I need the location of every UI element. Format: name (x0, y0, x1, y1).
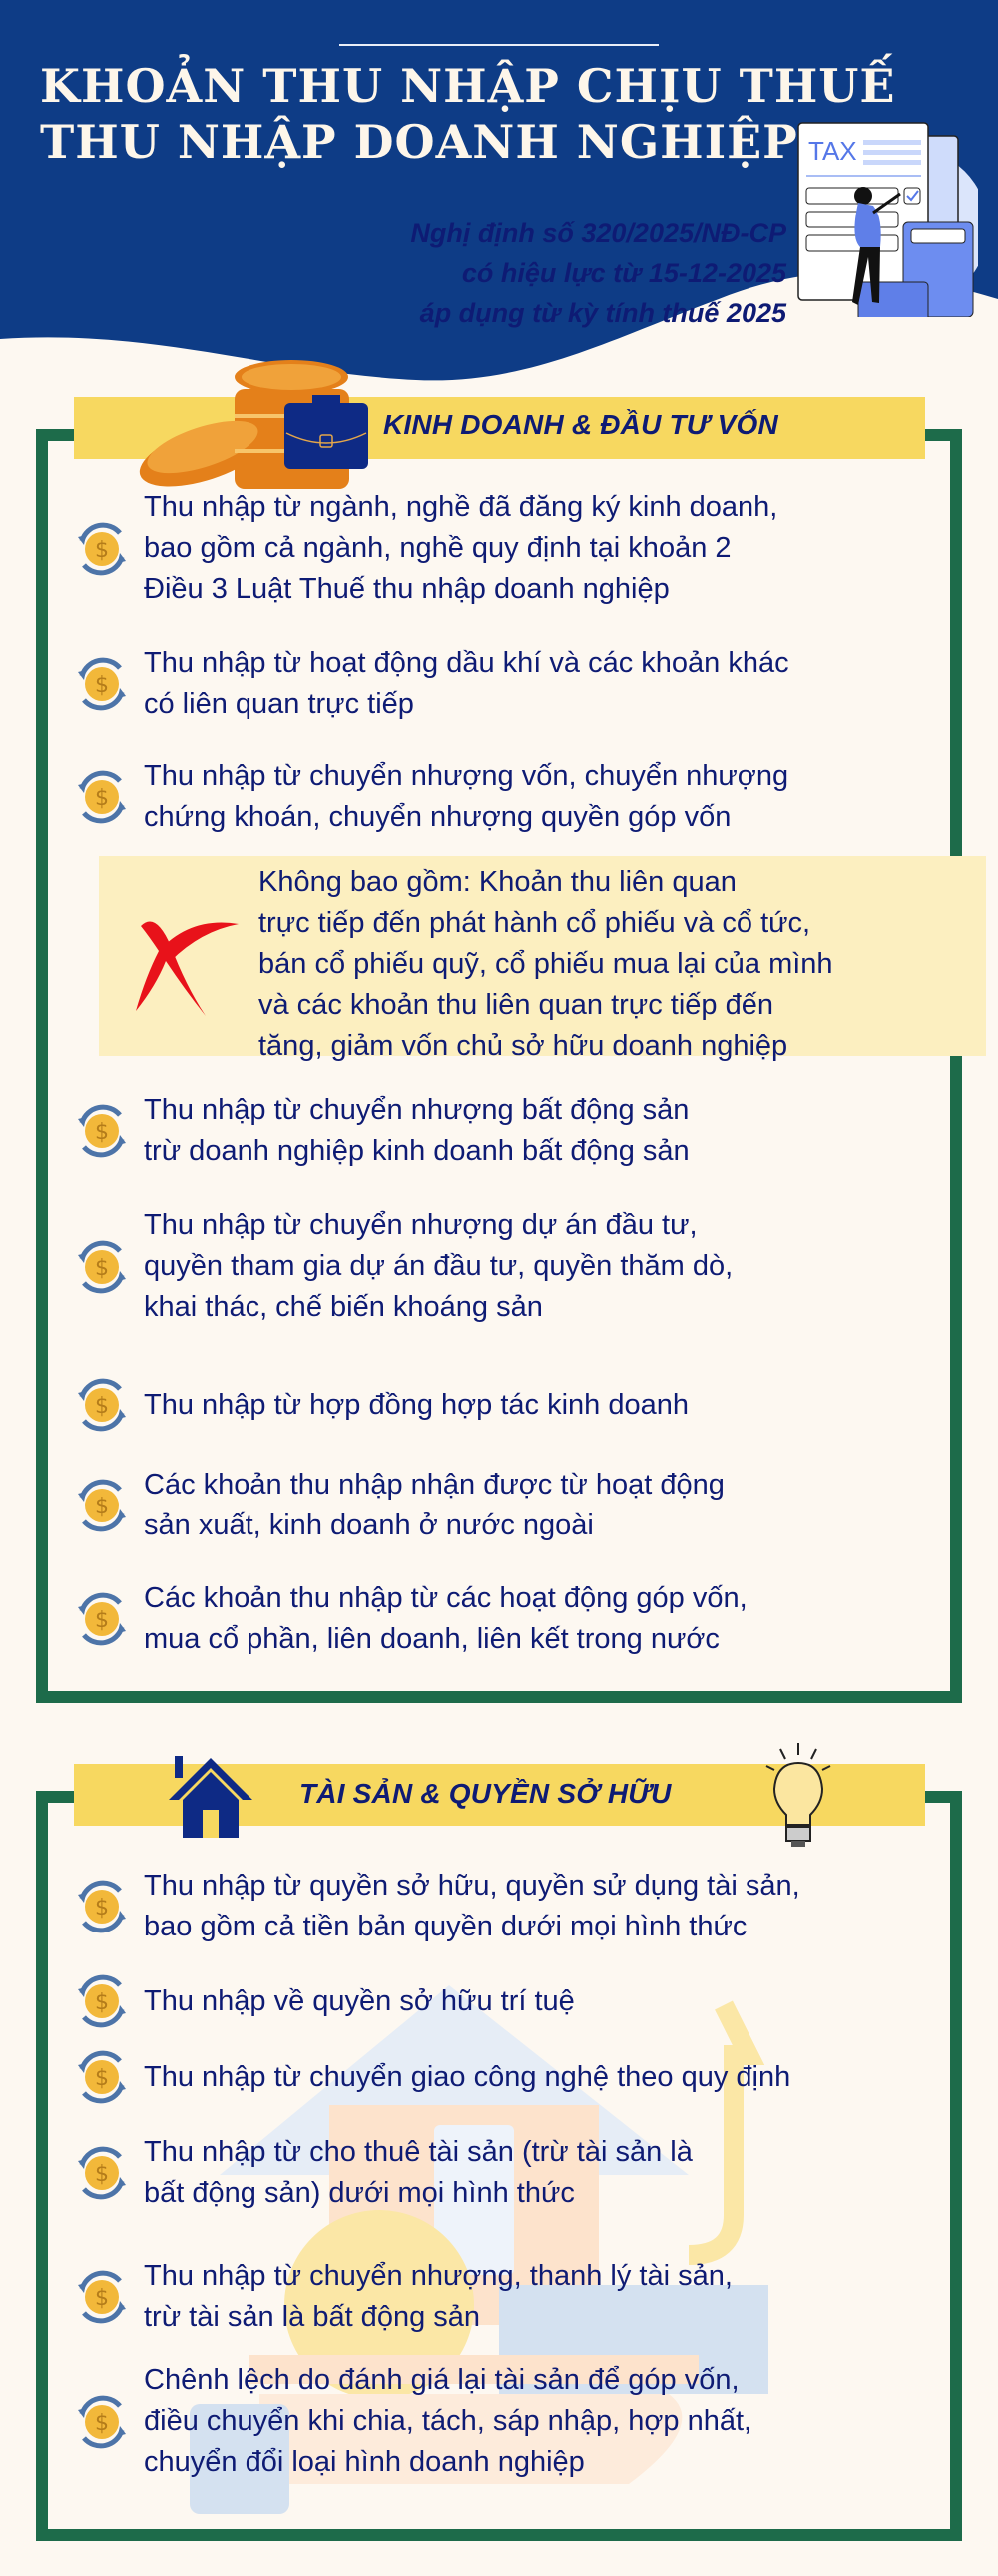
list-item: $ Thu nhập từ chuyển nhượng dự án đầu tư, quyền tham gia dự án đầu tư, quyền thăm dò, khai thác, chế biến khoáng sản (72, 1205, 950, 1328)
tax-form-illustration-icon (788, 118, 978, 317)
svg-text:$: $ (95, 1990, 109, 2015)
list-item: $ Thu nhập về quyền sở hữu trí tuệ (72, 1971, 950, 2031)
svg-text:$: $ (95, 537, 109, 563)
coin-exchange-icon (72, 2392, 132, 2452)
decree-number: Nghị định số 320/2025/NĐ-CP (410, 218, 786, 248)
coin-exchange-icon (72, 1101, 132, 1161)
coin-exchange-icon (72, 2143, 132, 2203)
svg-text:$: $ (95, 673, 109, 698)
header-divider (339, 44, 659, 46)
svg-text:$: $ (95, 2410, 109, 2436)
coin-exchange-icon (72, 1877, 132, 1936)
svg-text:$: $ (95, 786, 109, 811)
list-item: $ Thu nhập từ hoạt động dầu khí và các khoản khác có liên quan trực tiếp (72, 644, 950, 725)
svg-text:$: $ (95, 1896, 109, 1921)
list-item: $ Thu nhập từ chuyển nhượng, thanh lý tài sản, trừ tài sản là bất động sản (72, 2256, 950, 2338)
list-item: $ Thu nhập từ hợp đồng hợp tác kinh doanh (72, 1375, 950, 1435)
coin-exchange-icon (72, 1971, 132, 2031)
svg-text:$: $ (95, 1255, 109, 1281)
effective-date: có hiệu lực từ 15-12-2025 (461, 258, 786, 288)
exclusion-note: Không bao gồm: Khoản thu liên quan trực tiếp đến phát hành cổ phiếu và cổ tức, bán cổ phiếu quỹ, cổ phiếu mua lại của mình và các khoản thu liên quan trực tiếp đến tăng, giảm vốn chủ sở hữu doanh nghiệp (99, 856, 986, 1056)
svg-text:$: $ (95, 2286, 109, 2311)
svg-text:$: $ (95, 2162, 109, 2187)
svg-text:$: $ (95, 1495, 109, 1519)
applicable-period: áp dụng từ kỳ tính thuế 2025 (419, 298, 786, 328)
coin-exchange-icon (72, 519, 132, 579)
svg-text:$: $ (95, 1120, 109, 1145)
page-title-line2: THU NHẬP DOANH NGHIỆP (40, 115, 798, 169)
list-item: $ Các khoản thu nhập nhận được từ hoạt động sản xuất, kinh doanh ở nước ngoài (72, 1465, 950, 1546)
list-item: $ Thu nhập từ quyền sở hữu, quyền sử dụng tài sản, bao gồm cả tiền bản quyền dưới mọi hình thức (72, 1866, 950, 1947)
house-icon (165, 1748, 256, 1838)
svg-text:TAX: TAX (808, 136, 857, 166)
list-item: $ Thu nhập từ chuyển nhượng bất động sản trừ doanh nghiệp kinh doanh bất động sản (72, 1090, 950, 1172)
lightbulb-icon (758, 1741, 838, 1856)
svg-text:$: $ (95, 1394, 109, 1419)
coin-exchange-icon (72, 2047, 132, 2107)
coin-exchange-icon (72, 654, 132, 714)
list-item: $ Thu nhập từ chuyển giao công nghệ theo quy định (72, 2047, 950, 2107)
briefcase-icon (282, 395, 370, 469)
section-title-business: KINH DOANH & ĐẦU TƯ VỐN (383, 409, 778, 440)
list-item: $ Chênh lệch do đánh giá lại tài sản để góp vốn, điều chuyển khi chia, tách, sáp nhập, hợp nhất, chuyển đổi loại hình doanh nghiệp (72, 2361, 950, 2483)
svg-text:$: $ (95, 2066, 109, 2091)
list-item: $ Thu nhập từ ngành, nghề đã đăng ký kinh doanh, bao gồm cả ngành, nghề quy định tại khoản 2 Điều 3 Luật Thuế thu nhập doanh nghiệp (72, 487, 950, 610)
coin-exchange-icon (72, 767, 132, 827)
coin-exchange-icon (72, 1476, 132, 1535)
svg-text:$: $ (95, 1608, 109, 1633)
coin-exchange-icon (72, 1237, 132, 1297)
list-item: $ Thu nhập từ cho thuê tài sản (trừ tài sản là bất động sản) dưới mọi hình thức (72, 2132, 950, 2214)
coin-exchange-icon (72, 1589, 132, 1649)
coin-exchange-icon (72, 1375, 132, 1435)
red-x-icon (131, 906, 241, 1026)
coin-exchange-icon (72, 2267, 132, 2327)
page-title-line1: KHOẢN THU NHẬP CHỊU THUẾ (40, 59, 896, 113)
list-item: $ Thu nhập từ chuyển nhượng vốn, chuyển nhượng chứng khoán, chuyển nhượng quyền góp vốn (72, 756, 950, 838)
section-title-assets: TÀI SẢN & QUYỀN SỞ HỮU (299, 1778, 672, 1809)
list-item: $ Các khoản thu nhập từ các hoạt động góp vốn, mua cổ phần, liên doanh, liên kết trong nước (72, 1578, 950, 1660)
